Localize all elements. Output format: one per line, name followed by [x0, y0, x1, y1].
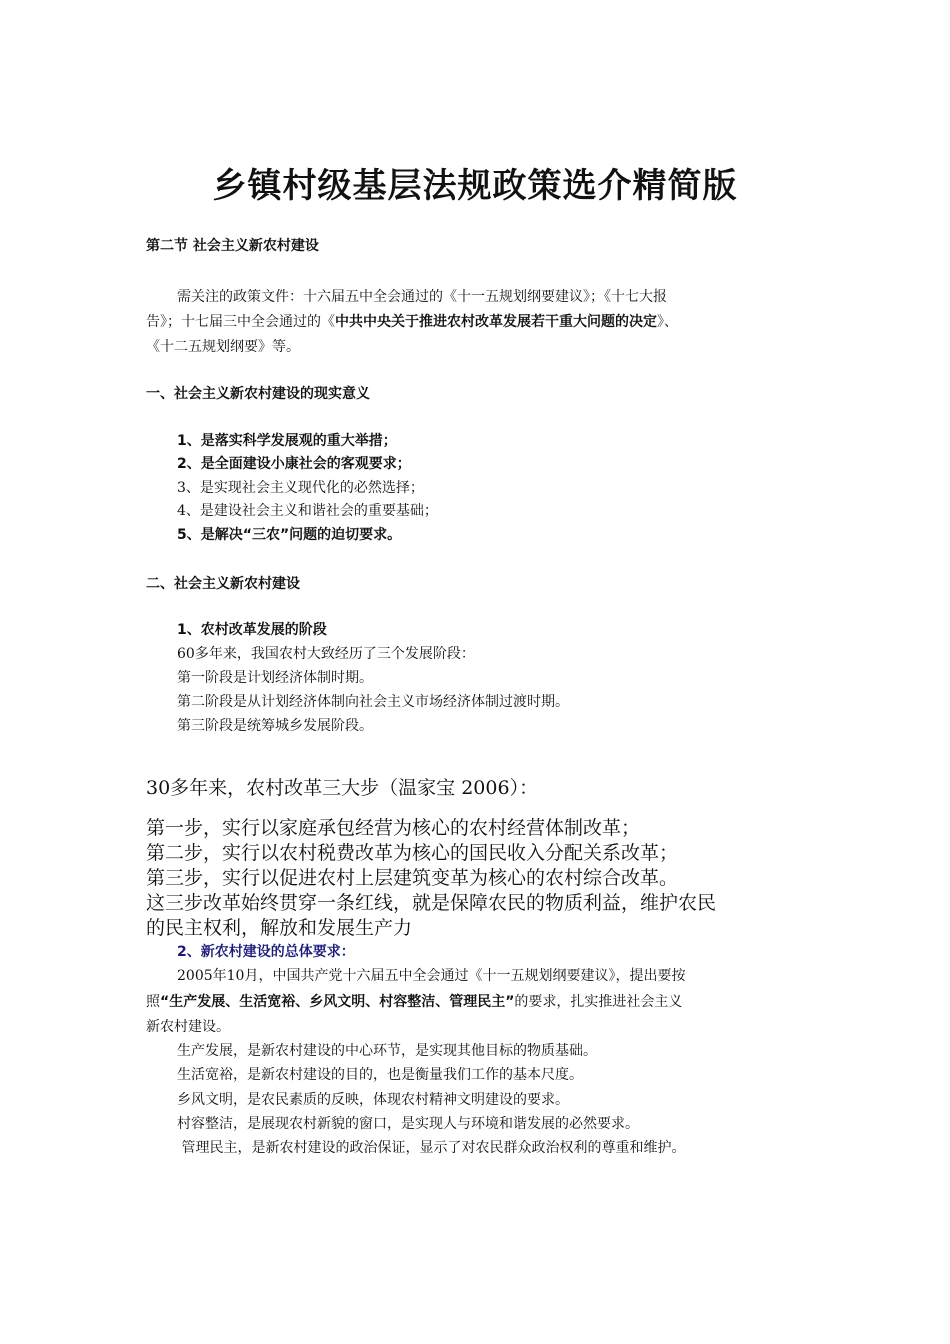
detail-line-4: 村容整洁，是展现农村新貌的窗口，是实现人与环境和谐发展的必然要求。: [177, 1116, 639, 1132]
part2-heading: 二、社会主义新农村建设: [146, 576, 300, 592]
stage-line-4: 第三阶段是统筹城乡发展阶段。: [177, 718, 373, 734]
reform-summary-2: 的民主权利，解放和发展生产力: [146, 917, 413, 939]
intro-decision-title: 中共中央关于推进农村改革发展若干重大问题的决定: [335, 314, 657, 330]
stage-line-3: 第二阶段是从计划经济体制向社会主义市场经济体制过渡时期。: [177, 694, 569, 710]
intro-line-2a: 告》；十七届三中全会通过的《: [146, 314, 335, 330]
intro-line-2: [146, 311, 678, 331]
part1-item-5: 5、是解决“三农”问题的迫切要求。: [177, 527, 402, 543]
requirements-line-3: 新农村建设。: [146, 1019, 230, 1035]
stage-line-2: 第一阶段是计划经济体制时期。: [177, 670, 373, 686]
detail-line-1: 生产发展，是新农村建设的中心环节，是实现其他目标的物质基础。: [177, 1043, 597, 1059]
reform-heading: 30多年来，农村改革三大步（温家宝 2006）：: [146, 777, 539, 799]
detail-line-5: 管理民主，是新农村建设的政治保证，显示了对农民群众政治权利的尊重和维护。: [177, 1140, 686, 1156]
reform-summary-1: 这三步改革始终贯穿一条红线，就是保障农民的物质利益，维护农民: [146, 892, 717, 914]
reform-step-2: 第二步，实行以农村税费改革为核心的国民收入分配关系改革；: [146, 842, 679, 864]
part1-item-1: 1、是落实科学发展观的重大举措；: [177, 433, 397, 449]
intro-line-1: 需关注的政策文件：十六届五中全会通过的《十一五规划纲要建议》；《十七大报: [177, 289, 667, 305]
part2-subheading: 1、农村改革发展的阶段: [177, 622, 327, 638]
part1-item-2: 2、是全面建设小康社会的客观要求；: [177, 456, 411, 472]
part1-item-3: 3、是实现社会主义现代化的必然选择；: [177, 480, 424, 496]
section-heading: 第二节 社会主义新农村建设: [146, 238, 319, 254]
part1-item-4: 4、是建设社会主义和谐社会的重要基础；: [177, 503, 438, 519]
requirements-slogan: “生产发展、生活宽裕、乡风文明、村容整洁、管理民主”: [160, 994, 515, 1010]
intro-line-2c: 》、: [657, 314, 678, 330]
part1-heading: 一、社会主义新农村建设的现实意义: [146, 386, 370, 402]
requirements-line-1: 2005年10月，中国共产党十六届五中全会通过《十一五规划纲要建议》，提出要按: [177, 968, 686, 984]
requirements-line-2a: 照: [146, 994, 160, 1010]
detail-line-3: 乡风文明，是农民素质的反映，体现农村精神文明建设的要求。: [177, 1092, 569, 1108]
reform-step-3: 第三步，实行以促进农村上层建筑变革为核心的农村综合改革。: [146, 867, 679, 889]
intro-line-3: 《十二五规划纲要》等。: [146, 339, 300, 355]
requirements-line-2: [146, 991, 682, 1011]
document-title: 乡镇村级基层法规政策选介精简版: [212, 166, 738, 206]
part3-subheading: 2、新农村建设的总体要求：: [177, 944, 355, 960]
detail-line-2: 生活宽裕，是新农村建设的目的，也是衡量我们工作的基本尺度。: [177, 1067, 583, 1083]
requirements-line-2c: 的要求，扎实推进社会主义: [514, 994, 683, 1010]
reform-step-1: 第一步，实行以家庭承包经营为核心的农村经营体制改革；: [146, 817, 641, 839]
stage-line-1: 60多年来，我国农村大致经历了三个发展阶段：: [177, 646, 475, 662]
